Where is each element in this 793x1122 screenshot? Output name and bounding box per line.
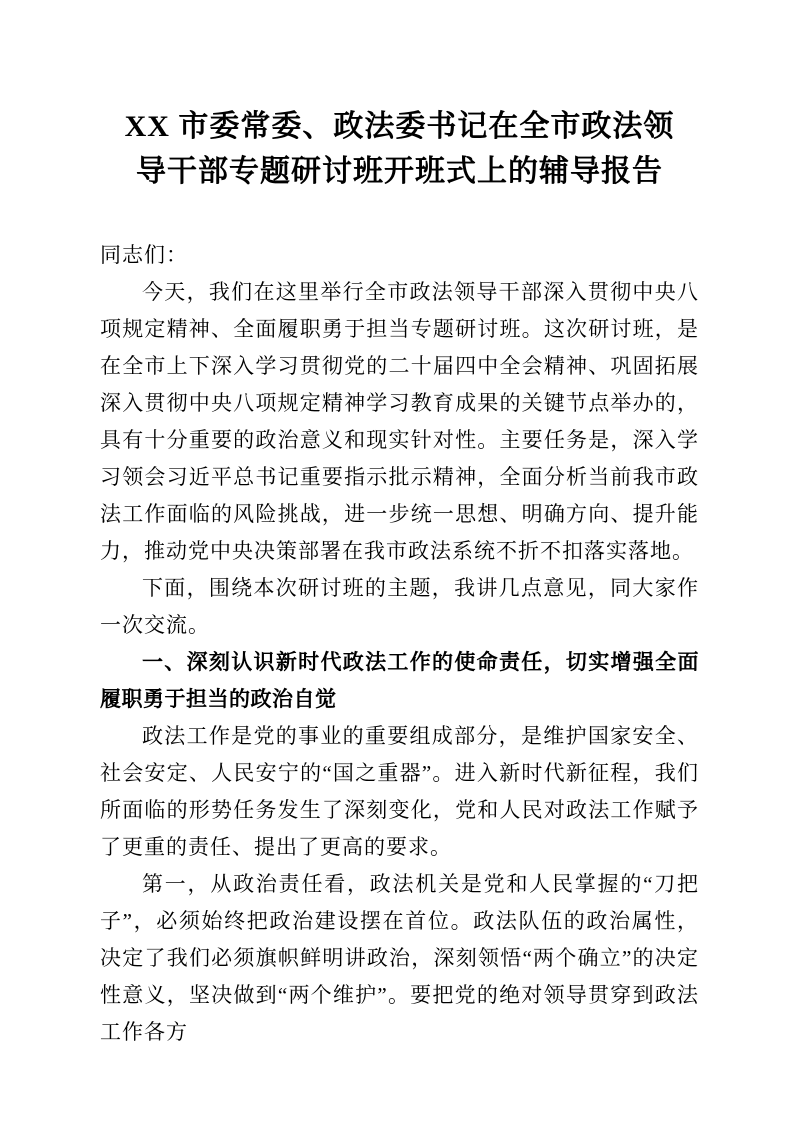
paragraph: 下面，围绕本次研讨班的主题，我讲几点意见，同大家作一次交流。 bbox=[100, 576, 699, 637]
document-body bbox=[100, 237, 699, 1051]
title-line: 导干部专题研讨班开班式上的辅导报告 bbox=[136, 155, 663, 188]
title-line: XX 市委常委、政法委书记在全市政法领 bbox=[124, 110, 675, 143]
section-heading: 一、深刻认识新时代政法工作的使命责任，切实增强全面履职勇于担当的政治自觉 bbox=[100, 651, 699, 711]
paragraph: 今天，我们在这里举行全市政法领导干部深入贯彻中央八项规定精神、全面履职勇于担当专题研讨班。这次研讨班，是在全市上下深入学习贯彻党的二十届四中全会精神、巩固拓展深入贯彻中央八项规定精神学习教育成果的关键节点举办的，具有十分重要的政治意义和现实针对性。主要任务是，深入学习领会习近平总书记重要指示批示精神，全面分析当前我市政法工作面临的风险挑战，进一步统一思想、明确方向、提升能力，推动党中央决策部署在我市政法系统不折不扣落实落地。 bbox=[100, 280, 699, 563]
paragraph: 政法工作是党的事业的重要组成部分，是维护国家安全、社会安定、人民安宁的“国之重器”。进入新时代新征程，我们所面临的形势任务发生了深刻变化，党和人民对政法工作赋予了更重的责任、提出了更高的要求。 bbox=[100, 724, 699, 859]
salutation: 同志们： bbox=[100, 243, 188, 267]
paragraph: 第一，从政治责任看，政法机关是党和人民掌握的“刀把子”，必须始终把政治建设摆在首位。政法队伍的政治属性，决定了我们必须旗帜鲜明讲政治，深刻领悟“两个确立”的决定性意义，坚决做到“两个维护”。要把党的绝对领导贯穿到政法工作各方 bbox=[100, 872, 699, 1044]
document-title bbox=[100, 104, 699, 194]
